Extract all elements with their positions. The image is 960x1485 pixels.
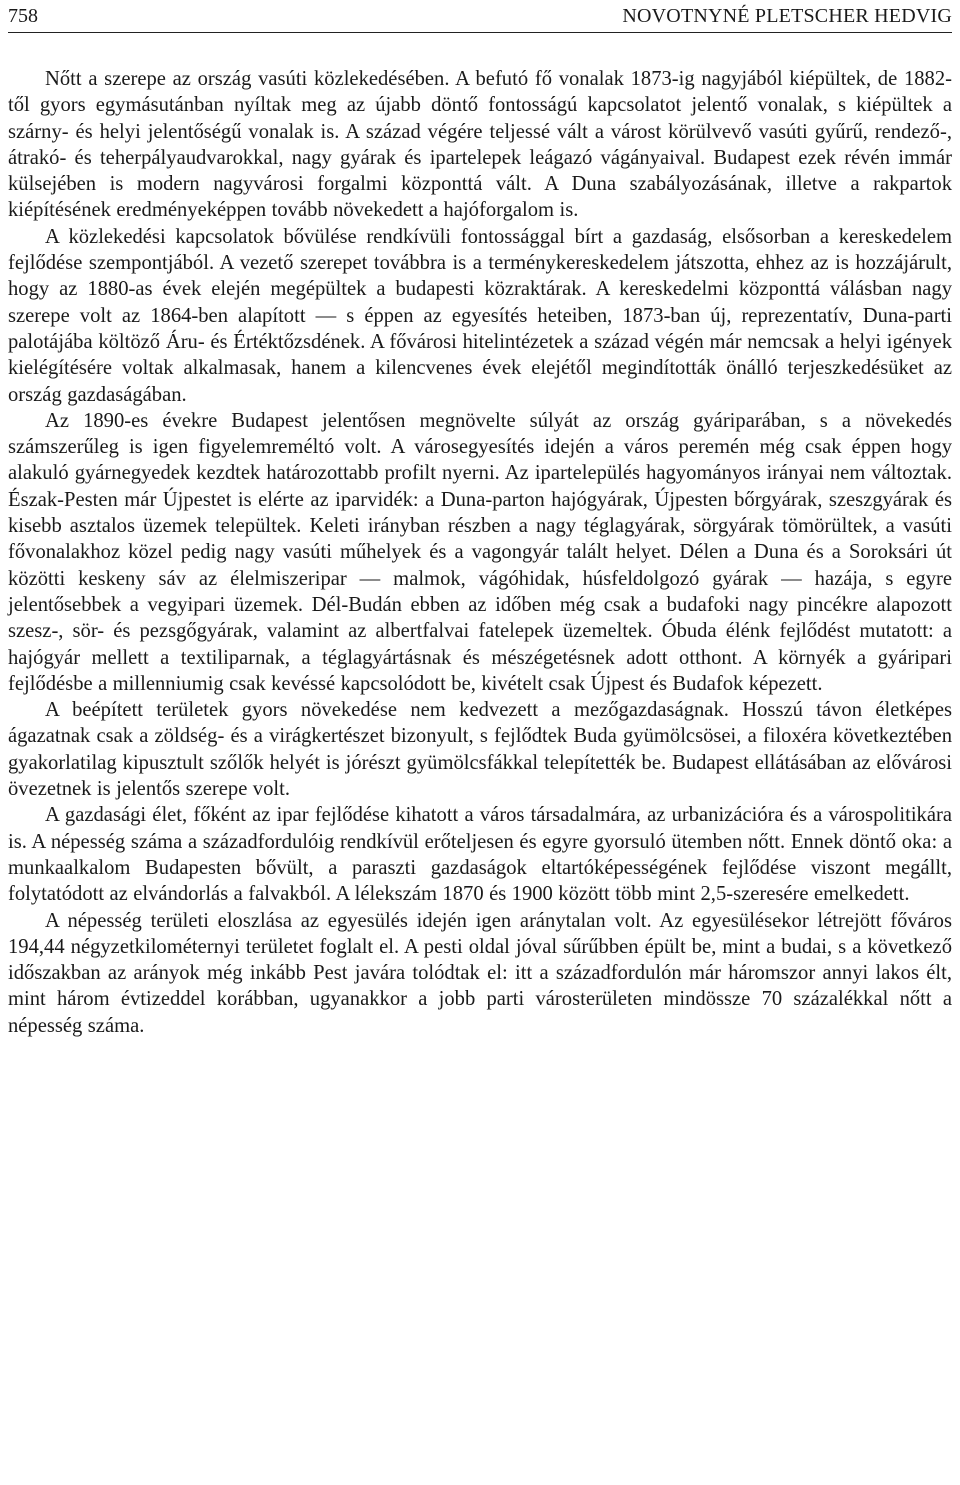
- page-header: [8, 4, 952, 33]
- paragraph: A közlekedési kapcsolatok bővülése rendkívüli fontossággal bírt a gazdaság, elsősorban a kereskedelem fejlődése szempontjából. A vezető szerepet továbbra is a terménykereskedelem játszotta, ehhez az is hozzájárult, hogy az 1880-as évek elején megépültek a budapesti közraktárak. A kereskedelmi központtá válásban nagy szerepe volt az 1864-ben alapított — s éppen az egyesítés heteiben, 1873-ban új, reprezentatív, Duna-parti palotájába költöző Áru- és Értéktőzsdének. A fővárosi hitelintézetek a század végén már nemcsak a helyi igények kielégítésére voltak alkalmasak, hanem a kilencvenes évek elejétől megindították önálló terjeszkedésüket az ország gazdaságában.: [8, 225, 952, 406]
- paragraph: Nőtt a szerepe az ország vasúti közlekedésében. A befutó fő vonalak 1873-ig nagyjából kiépültek, de 1882-től gyors egymásutánban nyíltak meg az újabb döntő fontosságú kapcsolatot jelentő vonalak, s kiépültek a szárny- és helyi jelentőségű vonalak is. A század végére teljessé vált a várost körülvevő vasúti gyűrű, rendező-, átrakó- és teherpályaudvarokkal, nagy gyárak és ipartelepek leágazó vágányaival. Budapest ezek révén immár külsejében is modern nagyvárosi forgalmi központtá vált. A Duna szabályozásának, illetve a rakpartok kiépítésének eredményeképpen tovább növekedett a hajóforgalom is.: [8, 68, 952, 222]
- paragraph: A gazdasági élet, főként az ipar fejlődése kihatott a város társadalmára, az urbanizációra és a várospolitikára is. A népesség száma a századfordulóig rendkívül erőteljesen és egyre gyorsuló ütemben nőtt. Ennek döntő oka: a munkaalkalom Budapesten bővült, a paraszti gazdaságok eltartóképességének fejlődése viszont megállt, folytatódott az elvándorlás a falvakból. A lélekszám 1870 és 1900 között több mint 2,5-szeresére emelkedett.: [8, 804, 952, 906]
- body-text: [8, 66, 952, 1039]
- document-page: [8, 0, 952, 1485]
- running-head: NOVOTNYNÉ PLETSCHER HEDVIG: [622, 5, 952, 27]
- paragraph: Az 1890-es évekre Budapest jelentősen megnövelte súlyát az ország gyáriparában, s a növekedés számszerűleg is igen figyelemreméltó volt. A városegyesítés idején a város peremén még csak éppen hogy alakuló gyárnegyedek kezdtek határozottabb profilt nyerni. Az ipartelepülés hagyományos irányai nem változtak. Észak-Pesten már Újpestet is elérte az iparvidék: a Duna-parton hajógyárak, Újpesten bőrgyárak, szeszgyárak és kisebb asztalos üzemek települtek. Keleti irányban részben a nagy téglagyárak, sörgyárak tömörültek, a vasúti fővonalakhoz közel pedig nagy vasúti műhelyek és a vagongyár talált helyet. Délen a Duna és a Soroksári út közötti keskeny sáv az élelmiszeripar — malmok, vágóhidak, húsfeldolgozó gyárak — hazája, s egyre jelentősebbek a vegyipari üzemek. Dél-Budán ebben az időben még csak a budafoki nagy pincékre alapozott szesz-, sör- és pezsgőgyárak, valamint az albertfalvai fatelepek üzemeltek. Óbuda élénk fejlődést mutatott: a hajógyár mellett a textiliparnak, a téglagyártásnak és mészégetésnek adott otthont. A környék a gyáripari fejlődésbe a millenniumig csak kevéssé kapcsolódott be, kivételt csak Újpest és Budafok képezett.: [8, 409, 952, 695]
- paragraph: A beépített területek gyors növekedése nem kedvezett a mezőgazdaságnak. Hosszú távon életképes ágazatnak csak a zöldség- és a virágkertészet bizonyult, s fejlődtek Buda gyümölcsösei, a filoxéra következtében gyakorlatilag kipusztult szőlők helyét is jórészt gyümölcsfákkal telepítették be. Budapest ellátásában az elővárosi övezetnek is jelentős szerepe volt.: [8, 699, 952, 801]
- page-number: 758: [8, 5, 38, 27]
- paragraph: A népesség területi eloszlása az egyesülés idején igen aránytalan volt. Az egyesülésekor létrejött főváros 194,44 négyzetkilométernyi területet foglalt el. A pesti oldal jóval sűrűbben épült be, mint a budai, s a következő időszakban az arányok még inkább Pest javára tolódtak el: itt a századfordulón már háromszor annyi lakos élt, mint három évtizeddel korábban, ugyanakkor a jobb parti városterületen mindössze 70 százalékkal nőtt a népesség száma.: [8, 909, 952, 1037]
